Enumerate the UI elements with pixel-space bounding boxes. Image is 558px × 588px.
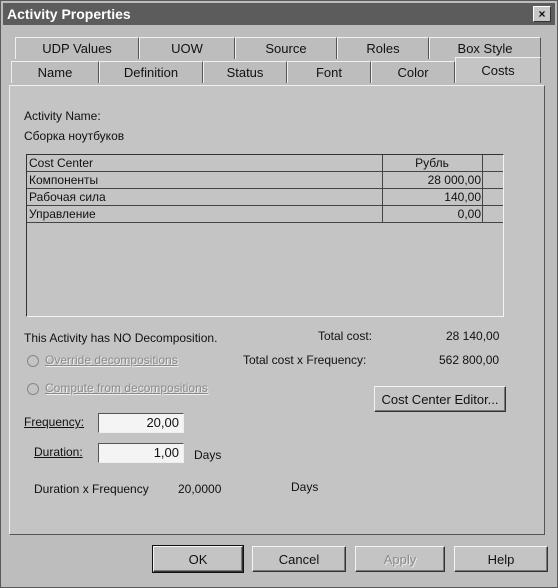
row-amount[interactable]: 28 000,00: [427, 173, 481, 187]
tab-udp-values[interactable]: UDP Values: [15, 37, 139, 59]
grid-column-divider: [382, 155, 383, 223]
row-amount[interactable]: 0,00: [457, 207, 481, 221]
help-button[interactable]: Help: [454, 546, 548, 572]
table-row[interactable]: [27, 206, 503, 223]
ok-button[interactable]: OK: [153, 546, 243, 572]
compute-label: Compute from decompositions: [45, 381, 208, 395]
tab-definition[interactable]: Definition: [99, 61, 203, 83]
duration-frequency-value: 20,0000: [178, 482, 222, 496]
activity-name-value: Сборка ноутбуков: [24, 129, 125, 143]
row-amount[interactable]: 140,00: [444, 190, 481, 204]
duration-frequency-unit: Days: [291, 480, 319, 494]
override-radio[interactable]: [27, 355, 39, 367]
total-cost-frequency-value: 562 800,00: [439, 353, 500, 367]
close-button[interactable]: [533, 6, 551, 22]
activity-name-label: Activity Name:: [24, 109, 101, 123]
frequency-input[interactable]: 20,00: [98, 413, 184, 433]
duration-input[interactable]: 1,00: [98, 443, 184, 463]
row-cost-center: Управление: [29, 207, 96, 221]
window-title: Activity Properties: [7, 6, 131, 22]
tab-color[interactable]: Color: [371, 61, 455, 83]
header-cost-center: Cost Center: [29, 156, 94, 170]
apply-button[interactable]: Apply: [355, 546, 445, 572]
tab-font[interactable]: Font: [287, 61, 371, 83]
row-cost-center: Компоненты: [29, 173, 99, 187]
cancel-button[interactable]: Cancel: [252, 546, 346, 572]
close-icon: ×: [538, 7, 546, 21]
tab-costs[interactable]: Costs: [455, 57, 541, 83]
total-cost-frequency-label: Total cost x Frequency:: [243, 353, 367, 367]
frequency-label: Frequency:: [24, 415, 85, 429]
tab-source[interactable]: Source: [235, 37, 337, 59]
tab-uow[interactable]: UOW: [139, 37, 235, 59]
decomposition-status: This Activity has NO Decomposition.: [24, 331, 218, 345]
override-label: Override decompositions: [45, 353, 178, 367]
total-cost-value: 28 140,00: [446, 329, 500, 343]
row-cost-center: Рабочая сила: [29, 190, 106, 204]
grid-header-row: [27, 155, 503, 172]
duration-label: Duration:: [34, 445, 83, 459]
tab-box-style[interactable]: Box Style: [429, 37, 541, 59]
table-row[interactable]: [27, 189, 503, 206]
header-currency: Рубль: [415, 156, 449, 170]
total-cost-label: Total cost:: [318, 329, 373, 343]
cost-center-editor-button[interactable]: Cost Center Editor...: [374, 386, 506, 412]
title-bar: [3, 3, 555, 25]
duration-frequency-label: Duration x Frequency: [34, 482, 149, 496]
compute-radio[interactable]: [27, 383, 39, 395]
grid-column-divider: [482, 155, 483, 223]
duration-unit: Days: [194, 448, 222, 462]
tab-name[interactable]: Name: [11, 61, 99, 83]
table-row[interactable]: [27, 172, 503, 189]
cost-center-grid[interactable]: [26, 154, 504, 317]
tab-status[interactable]: Status: [203, 61, 287, 83]
tab-roles[interactable]: Roles: [337, 37, 429, 59]
